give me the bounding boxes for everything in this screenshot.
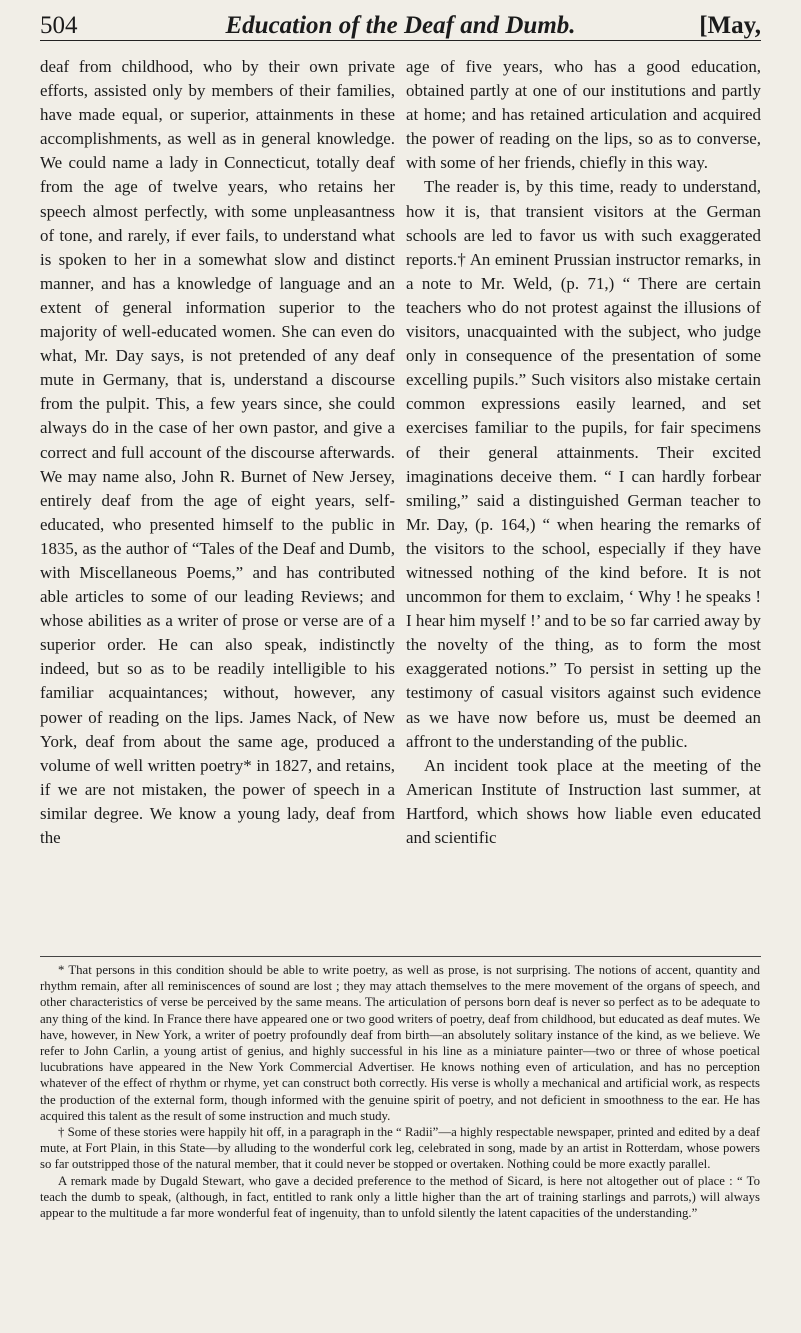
- issue-month: [May,: [699, 12, 761, 39]
- right-paragraph-3: An incident took place at the meeting of the American Institute of Instruction last summer, at Hartford, which shows how liable even educated and scientific: [406, 755, 761, 847]
- footnote-divider: [40, 956, 761, 957]
- right-paragraph-2: The reader is, by this time, ready to understand, how it is, that transient visitors at the German schools are led to favor us with such exaggerated reports.† An eminent Prussian instructor remarks, in a note to Mr. Weld, (p. 71,) “ There are certain teachers who do not protest against the illusions of visitors, unacquainted with the subject, who judge only in consequence of the presentation of some excelling pupils.” Such visitors also mistake certain common expressions easily learned, and set exercises familiar to the pupils, for fair specimens of their general attainments. Their excited imaginations deceive them. “ I can hardly forbear smiling,” said a distinguished German teacher to Mr. Day, (p. 164,) “ when hearing the remarks of the visitors to the school, especially if they have witnessed nothing of the kind before. It is not uncommon for them to exclaim, ‘ Why ! he speaks ! I hear him myself !’ and to be so far carried away by the novelty of the thing, as to form the most exaggerated notions.” To persist in setting up the testimony of casual visitors against such evidence as we have now before us, must be deemed an affront to the understanding of the public.: [406, 177, 761, 751]
- footnote-asterisk: * That persons in this condition should be able to write poetry, as well as prose, is not surprising. The notions of accent, quantity and rhythm remain, after all reminiscences of sound are lost ; they may attach themselves to the mere movement of the organs of speech, and other characteristics of verse be perceived by the same means. The articulation of persons born deaf is never so perfect as to be adequate to any thing of the kind. In France there have appeared one or two good writers of poetry, deaf from childhood, but educated as deaf mutes. We have, however, in New York, a writer of poetry profoundly deaf from birth—an absolutely solitary instance of the kind, as we believe. We refer to John Carlin, a young artist of genius, and highly successful in his line as a miniature painter—two or three of whose poetical lucubrations have appeared in the New York Commercial Advertiser. He knows nothing even of articulation, and has no perception whatever of the effect of rhythm or rhyme, yet can construct both correctly. His verse is wholly a mechanical and artificial work, as respects the production of the external form, though informed with the genuine spirit of poetry, and not deficient in smoothness to the ear. He has acquired this talent as the result of some instruction and much study.: [40, 963, 760, 1123]
- left-column: [40, 55, 395, 850]
- right-paragraph-1: age of five years, who has a good education, obtained partly at one of our institutions and partly at home; and has retained articulation and acquired the power of reading on the lips, so as to converse, with some of her friends, chiefly in this way.: [406, 57, 761, 173]
- footnotes: [40, 962, 760, 1221]
- left-paragraph-1: deaf from childhood, who by their own private efforts, assisted only by members of their families, have made equal, or superior, attainments in these accomplishments, as well as in general knowledge. We could name a lady in Connecticut, totally deaf from the age of twelve years, who retains her speech almost perfectly, with some unpleasantness of tone, and rarely, if ever fails, to understand what is spoken to her in a somewhat slow and distinct manner, and has a knowledge of language and an extent of general information superior to the majority of well-educated women. She can even do what, Mr. Day says, is not pretended of any deaf mute in Germany, that is, understand a discourse from the pulpit. This, a few years since, she could always do in the case of her own pastor, and give a correct and full account of the discourse afterwards. We may name also, John R. Burnet of New Jersey, entirely deaf from the age of eight years, self-educated, who presented himself to the public in 1835, as the author of “Tales of the Deaf and Dumb, with Miscellaneous Poems,” and has contributed able articles to some of our leading Reviews; and whose abilities as a writer of prose or verse are of a superior order. He can also speak, indistinctly indeed, but so as to be readily intelligible to his familiar acquaintances; without, however, any power of reading on the lips. James Nack, of New York, deaf from about the same age, produced a volume of well written poetry* in 1827, and retains, if we are not mistaken, the power of speech in a similar degree. We know a young lady, deaf from the: [40, 57, 395, 847]
- footnote-stewart-remark: A remark made by Dugald Stewart, who gave a decided preference to the method of Sicard, is here not altogether out of place : “ To teach the dumb to speak, (although, in fact, entitled to rank only a little higher than the art of training starlings and parrots,) will always appear to the multitude a far more wonderful feat of ingenuity, than to unfold silently the latent capacities of the understanding.”: [40, 1173, 760, 1221]
- running-title: Education of the Deaf and Dumb.: [225, 12, 576, 39]
- running-header: [40, 12, 761, 41]
- right-column: [406, 55, 761, 850]
- footnote-dagger: † Some of these stories were happily hit off, in a paragraph in the “ Radii”—a highly respectable newspaper, printed and edited by a deaf mute, at Fort Plain, in this State—by alluding to the wonderful cork leg, celebrated in song, made by an artist in Rotterdam, whose powers so far outstripped those of the natural member, that it could never be stopped or overtaken. Nothing could be more exactly parallel.: [40, 1125, 760, 1172]
- page-number: 504: [40, 12, 78, 39]
